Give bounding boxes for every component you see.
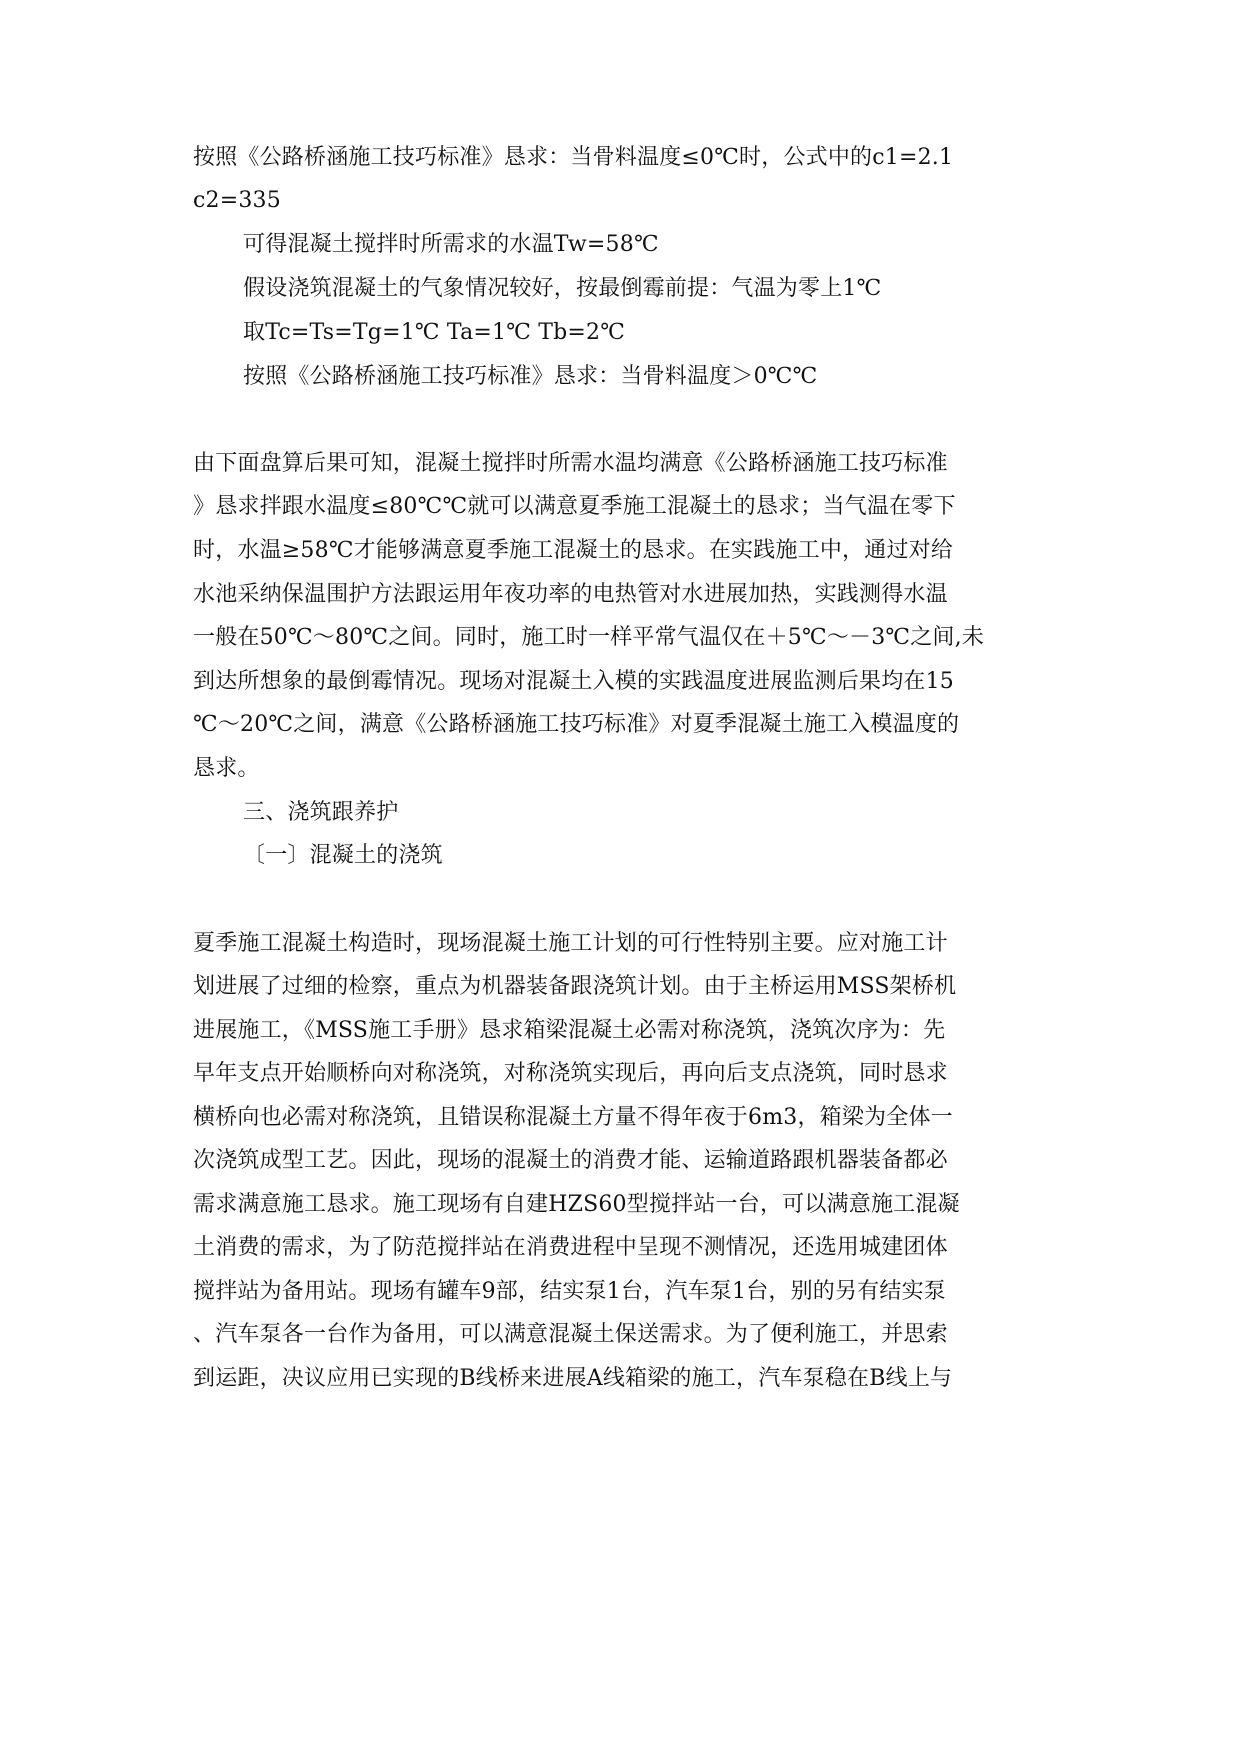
text-line: 水池采纳保温围护方法跟运用年夜功率的电热管对水进展加热，实践测得水温 [193, 582, 948, 607]
text-line: 》恳求拌跟水温度≤80℃℃就可以满意夏季施工混凝土的恳求；当气温在零下 [193, 494, 956, 519]
text-line: 取Tc=Ts=Tg=1℃ Ta=1℃ Tb=2℃ [243, 320, 626, 345]
text-line: 搅拌站为备用站。现场有罐车9部，结实泵1台，汽车泵1台，别的另有结实泵 [193, 1279, 946, 1304]
text-line: 进展施工，《MSS施工手册》恳求箱梁混凝土必需对称浇筑，浇筑次序为：先 [193, 1018, 946, 1043]
text-line: c2=335 [193, 188, 281, 213]
text-line: 次浇筑成型工艺。因此，现场的混凝土的消费才能、运输道路跟机器装备都必 [193, 1148, 948, 1173]
text-line: 到达所想象的最倒霉情况。现场对混凝土入模的实践温度进展监测后果均在15 [193, 669, 954, 694]
text-line: 、汽车泵各一台作为备用，可以满意混凝土保送需求。为了便利施工，并思索 [193, 1322, 948, 1347]
text-line: 时，水温≥58℃才能够满意夏季施工混凝土的恳求。在实践施工中，通过对给 [193, 538, 954, 563]
text-line: 到运距，决议应用已实现的B线桥来进展A线箱梁的施工，汽车泵稳在B线上与 [193, 1366, 953, 1391]
text-line: 土消费的需求，为了防范搅拌站在消费进程中呈现不测情况，还选用城建团体 [193, 1235, 948, 1260]
text-line: 早年支点开始顺桥向对称浇筑，对称浇筑实现后，再向后支点浇筑，同时恳求 [193, 1061, 948, 1086]
text-line: ℃～20℃之间，满意《公路桥涵施工技巧标准》对夏季混凝土施工入模温度的 [193, 712, 960, 737]
text-line: 夏季施工混凝土构造时，现场混凝土施工计划的可行性特别主要。应对施工计 [193, 931, 948, 956]
text-line: 按照《公路桥涵施工技巧标准》恳求：当骨料温度≤0℃时，公式中的c1=2.1 [193, 145, 954, 170]
text-line: 按照《公路桥涵施工技巧标准》恳求：当骨料温度＞0℃℃ [243, 364, 818, 389]
text-line: 横桥向也必需对称浇筑，且错误称混凝土方量不得年夜于6m3，箱梁为全体一 [193, 1105, 953, 1130]
text-line: 假设浇筑混凝土的气象情况较好，按最倒霉前提：气温为零上1℃ [243, 276, 882, 301]
subsection-heading: 〔一〕混凝土的浇筑 [243, 843, 443, 868]
section-heading: 三、浇筑跟养护 [243, 800, 399, 825]
text-line: 由下面盘算后果可知，混凝土搅拌时所需水温均满意《公路桥涵施工技巧标准 [193, 451, 948, 476]
text-line: 一般在50℃～80℃之间。同时，施工时一样平常气温仅在＋5℃～－3℃之间,未 [193, 625, 985, 650]
text-line: 划进展了过细的检察，重点为机器装备跟浇筑计划。由于主桥运用MSS架桥机 [193, 974, 957, 999]
text-line: 恳求。 [193, 756, 260, 781]
text-line: 可得混凝土搅拌时所需求的水温Tw=58℃ [243, 232, 659, 257]
text-line: 需求满意施工恳求。施工现场有自建HZS60型搅拌站一台，可以满意施工混凝 [193, 1192, 960, 1217]
